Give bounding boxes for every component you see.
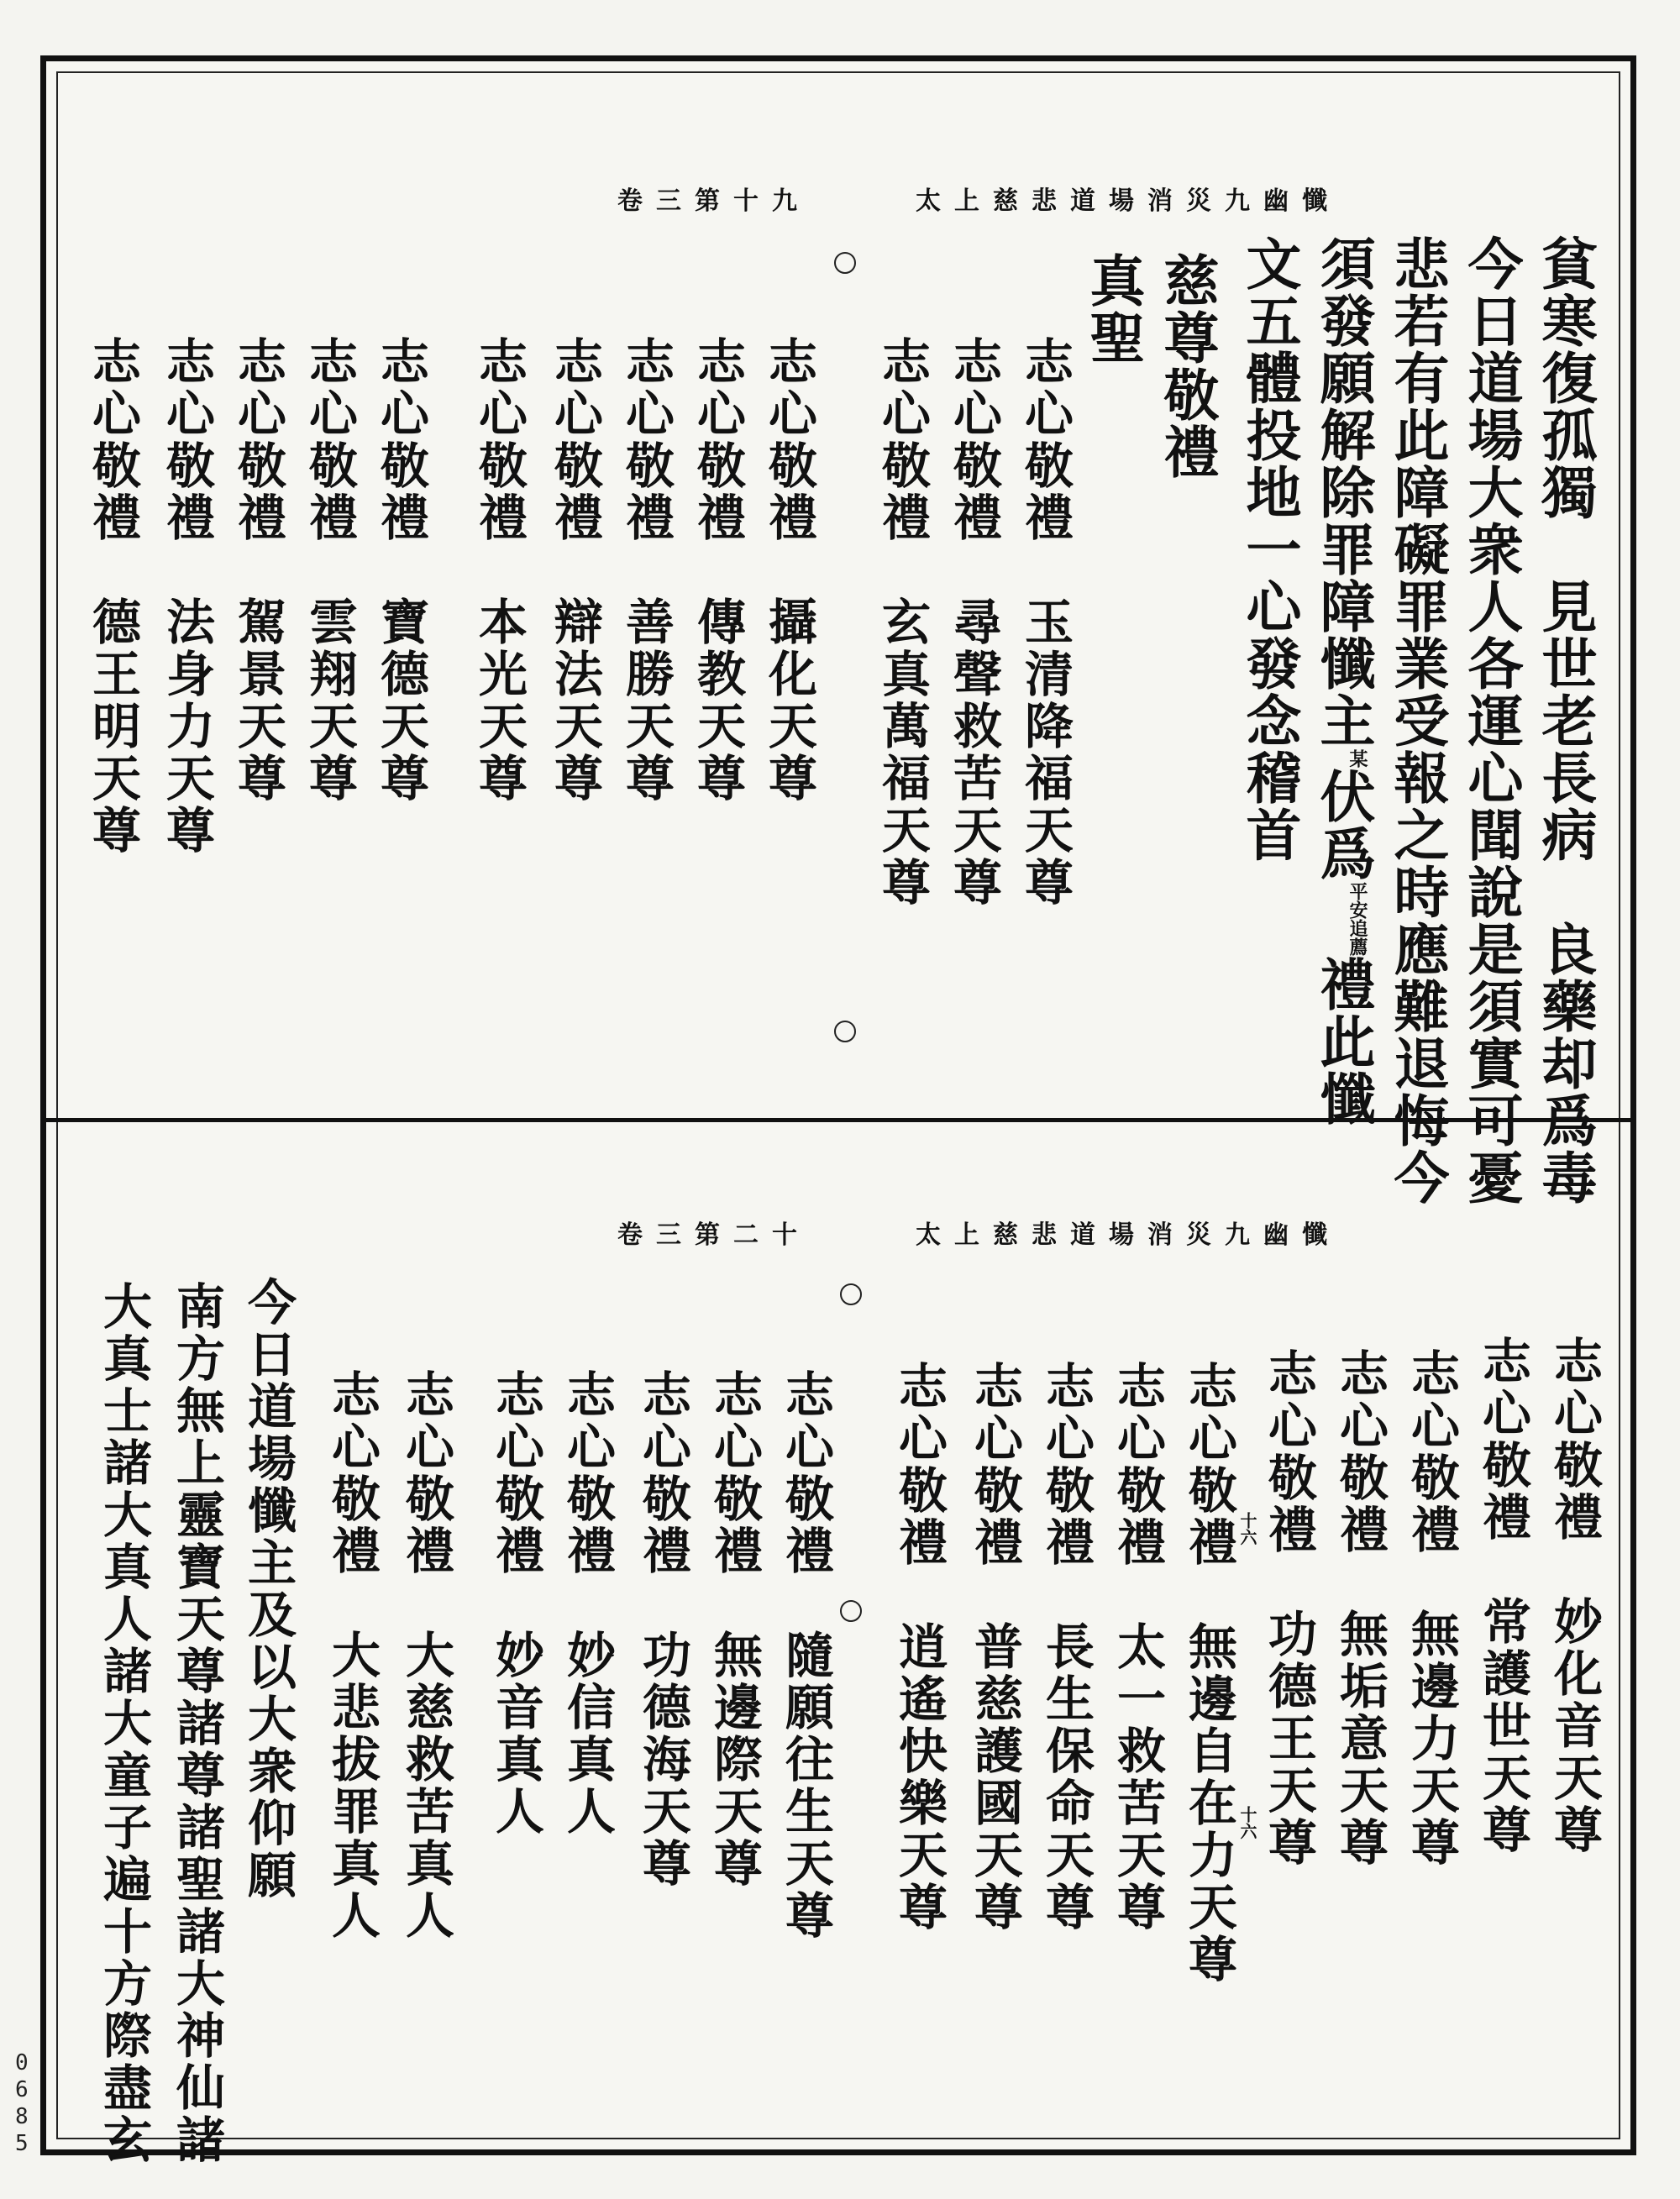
bottom-binding-hole-2 — [840, 1600, 862, 1622]
top-column-7: 真聖 — [1080, 252, 1146, 366]
page-number: 0685 — [15, 2050, 29, 2156]
top-column-5: 文五體投地一心發念稽首 — [1236, 235, 1302, 863]
top-column-11: 志心敬禮 攝化天尊 — [760, 336, 817, 805]
top-note-e: 禮此懺 — [1310, 956, 1376, 1127]
bottom-column-18: 今日道場懺主及以大衆仰願 — [239, 1277, 297, 1902]
bottom-column-10: 志心敬禮 逍遙快樂天尊 — [890, 1361, 948, 1934]
top-column-6: 慈尊敬禮 — [1154, 252, 1220, 480]
bottom-column-12: 志心敬禮 無邊際天尊 — [706, 1369, 763, 1890]
bottom-column-2: 志心敬禮 常護世天尊 — [1474, 1336, 1531, 1856]
top-column-3: 悲若有此障礙罪業受報之時應難退悔今 — [1384, 235, 1450, 1206]
top-column-9: 志心敬禮 尋聲救苦天尊 — [945, 336, 1002, 909]
top-column-15: 志心敬禮 本光天尊 — [470, 336, 528, 805]
top-column-14: 志心敬禮 辯法天尊 — [546, 336, 603, 805]
bottom-column-15: 志心敬禮 妙音真人 — [487, 1369, 544, 1838]
bottom-header-volume: 卷三第二十 — [617, 1220, 811, 1250]
bottom-column-5: 志心敬禮 功德王天尊 — [1260, 1348, 1317, 1869]
bottom-column-6: 志心敬禮 無邊自在力天尊 — [1180, 1361, 1237, 1986]
top-note-c: 平安 — [1347, 882, 1368, 919]
top-column-13: 志心敬禮 善勝天尊 — [617, 336, 675, 805]
top-column-19: 志心敬禮 法身力天尊 — [158, 336, 215, 857]
bottom-column-8: 志心敬禮 長生保命天尊 — [1037, 1361, 1095, 1934]
bottom-column-16: 志心敬禮 大慈救苦真人 — [397, 1369, 454, 1942]
top-column-16: 志心敬禮 寶德天尊 — [372, 336, 429, 805]
bottom-column-17: 志心敬禮 大悲拔罪真人 — [323, 1369, 381, 1942]
top-binding-hole-2 — [834, 1021, 856, 1042]
top-binding-hole-1 — [834, 252, 856, 274]
bottom-column-1: 志心敬禮 妙化音天尊 — [1546, 1336, 1603, 1856]
top-column-4-text: 須發願解除罪障懺主 — [1310, 235, 1376, 749]
bottom-column-7: 志心敬禮 太一救苦天尊 — [1109, 1361, 1166, 1934]
bottom-column-20: 大真士諸大真人諸大童子遍十方際盡玄 — [95, 1281, 152, 2166]
top-column-18: 志心敬禮 駕景天尊 — [229, 336, 286, 805]
bottom-column-9: 志心敬禮 普慈護國天尊 — [966, 1361, 1023, 1934]
top-column-1: 貧寒復孤獨 見世老長病 良藥却爲毒 — [1532, 235, 1598, 1206]
top-note-d: 追薦 — [1347, 919, 1368, 956]
bottom-column-14: 志心敬禮 妙信真人 — [559, 1369, 616, 1838]
top-note-b: 伏爲 — [1310, 768, 1376, 882]
bottom-note-a: 十六 — [1237, 1512, 1257, 1546]
top-column-12: 志心敬禮 傳教天尊 — [689, 336, 746, 805]
top-header-volume: 卷三第十九 — [617, 186, 811, 216]
top-column-20: 志心敬禮 德王明天尊 — [84, 336, 141, 857]
top-column-8: 志心敬禮 玉清降福天尊 — [1016, 336, 1074, 909]
top-column-17: 志心敬禮 雲翔天尊 — [301, 336, 358, 805]
bottom-column-11: 志心敬禮 隨願往生天尊 — [777, 1369, 834, 1942]
top-column-4 — [1310, 235, 1376, 1127]
top-column-2: 今日道場大衆人各運心聞說是須實可憂 — [1458, 235, 1524, 1206]
bottom-header-title: 太上慈悲道場消災九幽懺 — [916, 1220, 1341, 1250]
bottom-column-4: 志心敬禮 無垢意天尊 — [1331, 1348, 1389, 1869]
top-note-a: 某 — [1347, 749, 1368, 768]
top-header-title: 太上慈悲道場消災九幽懺 — [916, 186, 1341, 216]
bottom-column-19: 南方無上靈寶天尊諸尊諸聖諸大神仙諸 — [168, 1281, 225, 2166]
bottom-column-13: 志心敬禮 功德海天尊 — [634, 1369, 691, 1890]
bottom-column-3: 志心敬禮 無邊力天尊 — [1403, 1348, 1460, 1869]
bottom-note-b: 十六 — [1237, 1806, 1257, 1839]
bottom-binding-hole-1 — [840, 1283, 862, 1305]
top-column-10: 志心敬禮 玄真萬福天尊 — [874, 336, 931, 909]
